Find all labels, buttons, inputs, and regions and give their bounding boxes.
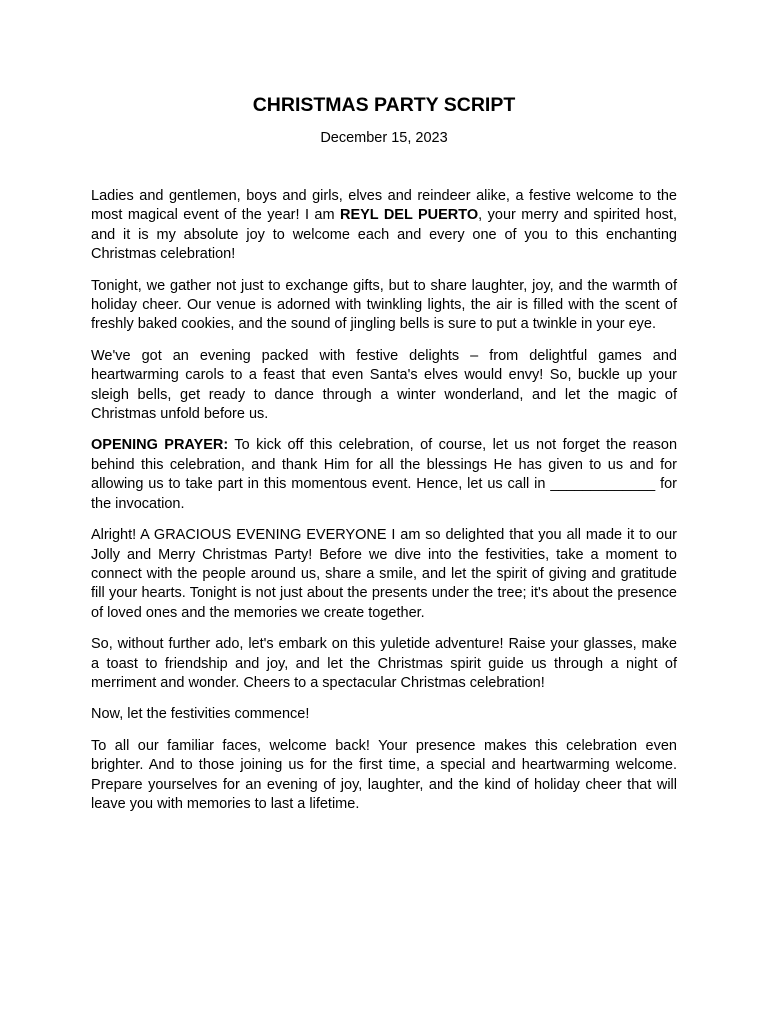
paragraph-welcome (91, 187, 677, 265)
welcome-text-start: Ladies and gentlemen, boys and girls, elves and reindeer alike, a festive welcome to the most magical event of the year! I am (91, 188, 677, 224)
paragraph-evening: We've got an evening packed with festive delights – from delightful games and heartwarming carols to a feast that even Santa's elves would envy! So, buckle up your sleigh bells, get ready to dance through a winter wonderland, and let the magic of Christmas unfold before us. (91, 347, 677, 423)
paragraph-yuletide: So, without further ado, let's embark on this yuletide adventure! Raise your glasses, make a toast to friendship and joy, and let the Christmas spirit guide us through a night of merriment and wonder. Cheers to a spectacular Christmas celebration! (91, 636, 677, 691)
paragraph-gracious-evening: Alright! A GRACIOUS EVENING EVERYONE I am so delighted that you all made it to our Jolly and Merry Christmas Party! Before we dive into the festivities, take a moment to connect with the people around us, share a smile, and let the spirit of giving and gratitude fill your hearts. Tonight is not just about the presents under the tree; it's about the presence of loved ones and the memories we create together. (91, 527, 677, 621)
paragraph-gathering: Tonight, we gather not just to exchange gifts, but to share laughter, joy, and the warmth of holiday cheer. Our venue is adorned with twinkling lights, the air is filled with the scent of freshly baked cookies, and the sound of jingling bells is sure to put a twinkle in your eye. (91, 277, 677, 333)
document-date: December 15, 2023 (320, 130, 448, 146)
opening-prayer-label: OPENING PRAYER: (91, 437, 229, 454)
paragraph-familiar-faces: To all our familiar faces, welcome back! Your presence makes this celebration even brighter. And to those joining us for the first time, a special and heartwarming welcome. Prepare yourselves for an evening of joy, laughter, and the kind of holiday cheer that will leave you with memories to last a lifetime. (91, 737, 677, 812)
paragraph-commence: Now, let the festivities commence! (91, 706, 310, 723)
paragraph-opening-prayer (91, 436, 677, 514)
document-title: CHRISTMAS PARTY SCRIPT (252, 94, 516, 116)
document-body (91, 187, 677, 826)
opening-prayer-text: To kick off this celebration, of course, let us not forget the reason behind this celebration, and thank Him for all the blessings He has given to us and for allowing us to take part in this momentous event. Hence, let us call in _____________ for the invocation. (91, 437, 678, 512)
host-name: REYL DEL PUERTO (339, 207, 479, 224)
welcome-text-end: , your merry and spirited host, and it is my absolute joy to welcome each and every one of you to this enchanting Christmas celebration! (91, 207, 677, 263)
